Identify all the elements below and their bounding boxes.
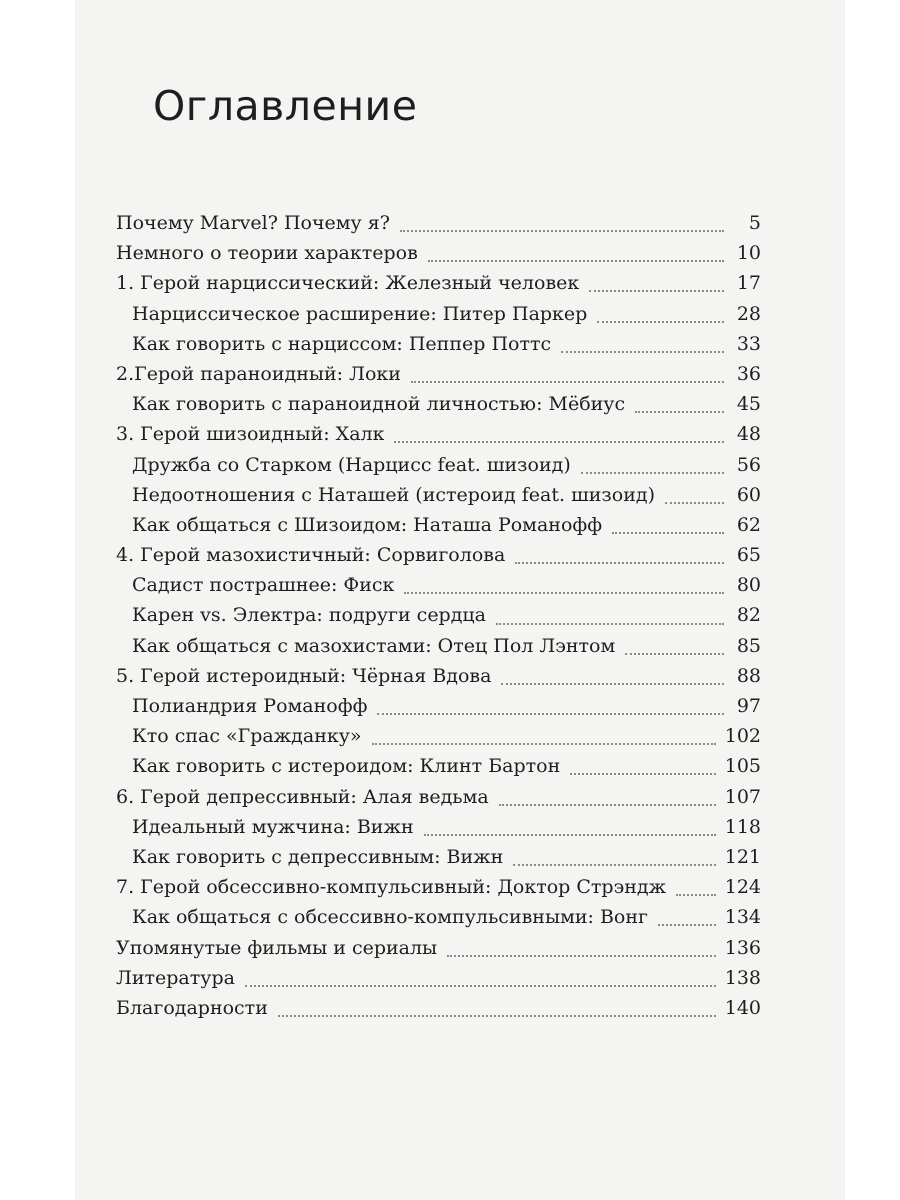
toc-entry-page-number: 88	[736, 664, 761, 687]
toc-entry	[116, 721, 761, 751]
toc-entry-title: Кто спас «Гражданку»	[132, 725, 362, 748]
dot-leader	[589, 288, 724, 292]
dot-leader	[496, 621, 724, 625]
toc-entry-page-number: 121	[724, 845, 761, 868]
toc-entry	[116, 480, 761, 510]
toc-entry-page-number: 107	[724, 785, 761, 808]
dot-leader	[278, 1013, 716, 1017]
toc-entry	[116, 963, 761, 993]
toc-entry-title: 1. Герой нарциссический: Железный человек	[116, 272, 580, 295]
toc-entry	[116, 359, 761, 389]
toc-entry-title: 4. Герой мазохистичный: Сорвиголова	[116, 544, 506, 567]
toc-entry-title: Как говорить с параноидной личностью: Мёбиус	[132, 393, 626, 416]
toc-entry-title: Как говорить с нарциссом: Пеппер Поттс	[132, 332, 552, 355]
toc-entry-title: Как общаться с обсессивно-компульсивными: Вонг	[132, 906, 648, 929]
dot-leader	[411, 379, 724, 383]
toc-entry-title: Как общаться с Шизоидом: Наташа Романофф	[132, 513, 603, 536]
toc-entry-page-number: 10	[736, 242, 761, 265]
toc-entry-title: Как говорить с депрессивным: Вижн	[132, 845, 504, 868]
toc-entry-page-number: 56	[736, 453, 761, 476]
dot-leader	[404, 590, 724, 594]
toc-entry-page-number: 138	[724, 966, 761, 989]
toc-entry	[116, 540, 761, 570]
dot-leader	[561, 349, 724, 353]
toc-entry	[116, 782, 761, 812]
toc-entry-page-number: 82	[736, 604, 761, 627]
toc-entry-title: 6. Герой депрессивный: Алая ведьма	[116, 785, 489, 808]
dot-leader	[658, 922, 716, 926]
toc-entry-page-number: 102	[724, 725, 761, 748]
toc-entry-title: 3. Герой шизоидный: Халк	[116, 423, 385, 446]
toc-entry	[116, 329, 761, 359]
toc-entry-title: Дружба со Старком (Нарцисс feat. шизоид)	[132, 453, 571, 476]
toc-entry-page-number: 140	[724, 996, 761, 1019]
toc-entry	[116, 631, 761, 661]
toc-entry-title: Почему Marvel? Почему я?	[116, 212, 390, 234]
toc-entry	[116, 208, 761, 238]
toc-entry-title: Нарциссическое расширение: Питер Паркер	[132, 302, 588, 325]
toc-entry	[116, 268, 761, 298]
toc-entry-page-number: 60	[736, 483, 761, 506]
toc-entry	[116, 419, 761, 449]
toc-entry	[116, 661, 761, 691]
toc-entry-page-number: 17	[736, 272, 761, 295]
toc-entry-page-number: 85	[736, 634, 761, 657]
toc-entry-page-number: 97	[736, 695, 761, 717]
dot-leader	[447, 953, 716, 957]
dot-leader	[372, 741, 716, 745]
dot-leader	[570, 771, 715, 775]
toc-entry-title: Садист пострашнее: Фиск	[132, 574, 395, 597]
toc-entry	[116, 510, 761, 540]
toc-entry-page-number: 33	[736, 332, 761, 355]
toc-entry	[116, 751, 761, 781]
toc-entry	[116, 902, 761, 932]
toc-entry	[116, 570, 761, 600]
dot-leader	[428, 258, 724, 262]
page-title: Оглавление	[153, 82, 418, 130]
toc-entry-page-number: 118	[724, 815, 761, 838]
toc-entry-title: Как говорить с истероидом: Клинт Бартон	[132, 755, 561, 778]
table-of-contents	[116, 208, 761, 1023]
toc-entry-title: Упомянутые фильмы и сериалы	[116, 936, 438, 959]
toc-entry-page-number: 105	[724, 755, 761, 778]
toc-entry-page-number: 65	[736, 544, 761, 567]
toc-entry	[116, 238, 761, 268]
toc-entry	[116, 389, 761, 419]
toc-entry-page-number: 28	[736, 302, 761, 325]
toc-entry-title: 2.Герой параноидный: Локи	[116, 362, 401, 385]
toc-entry-title: Полиандрия Романофф	[132, 695, 368, 717]
toc-entry-title: Идеальный мужчина: Вижн	[132, 815, 414, 838]
book-page	[75, 0, 845, 1200]
toc-entry-page-number: 124	[724, 876, 761, 899]
toc-entry	[116, 872, 761, 902]
toc-entry-page-number: 136	[724, 936, 761, 959]
toc-entry-page-number: 80	[736, 574, 761, 597]
dot-leader	[597, 319, 724, 323]
toc-entry-page-number: 5	[748, 212, 761, 234]
toc-entry-title: Немного о теории характеров	[116, 242, 418, 265]
toc-entry-page-number: 45	[736, 393, 761, 416]
dot-leader	[424, 832, 716, 836]
toc-entry-title: 7. Герой обсессивно-компульсивный: Доктор Стрэндж	[116, 876, 667, 899]
toc-entry-title: 5. Герой истероидный: Чёрная Вдова	[116, 664, 492, 687]
toc-entry-page-number: 48	[736, 423, 761, 446]
toc-entry-title: Недоотношения с Наташей (истероид feat. шизоид)	[132, 483, 655, 506]
toc-entry	[116, 299, 761, 329]
dot-leader	[612, 530, 724, 534]
dot-leader	[513, 862, 715, 866]
dot-leader	[676, 892, 716, 896]
toc-entry	[116, 842, 761, 872]
dot-leader	[625, 651, 724, 655]
dot-leader	[501, 681, 724, 685]
dot-leader	[635, 409, 724, 413]
toc-entry-page-number: 36	[736, 362, 761, 385]
toc-entry-title: Как общаться с мазохистами: Отец Пол Лэнтом	[132, 634, 616, 657]
toc-entry-title: Благодарности	[116, 996, 268, 1019]
toc-entry-page-number: 134	[724, 906, 761, 929]
toc-entry	[116, 450, 761, 480]
dot-leader	[581, 470, 724, 474]
dot-leader	[377, 711, 724, 715]
dot-leader	[245, 983, 716, 987]
toc-entry-title: Карен vs. Электра: подруги сердца	[132, 604, 486, 627]
toc-entry	[116, 933, 761, 963]
dot-leader	[394, 439, 724, 443]
toc-entry	[116, 812, 761, 842]
dot-leader	[665, 500, 724, 504]
dot-leader	[400, 228, 724, 232]
toc-entry	[116, 691, 761, 721]
toc-entry-title: Литература	[116, 966, 235, 989]
dot-leader	[499, 802, 716, 806]
toc-entry	[116, 993, 761, 1023]
toc-entry	[116, 600, 761, 630]
toc-entry-page-number: 62	[736, 513, 761, 536]
dot-leader	[515, 560, 724, 564]
